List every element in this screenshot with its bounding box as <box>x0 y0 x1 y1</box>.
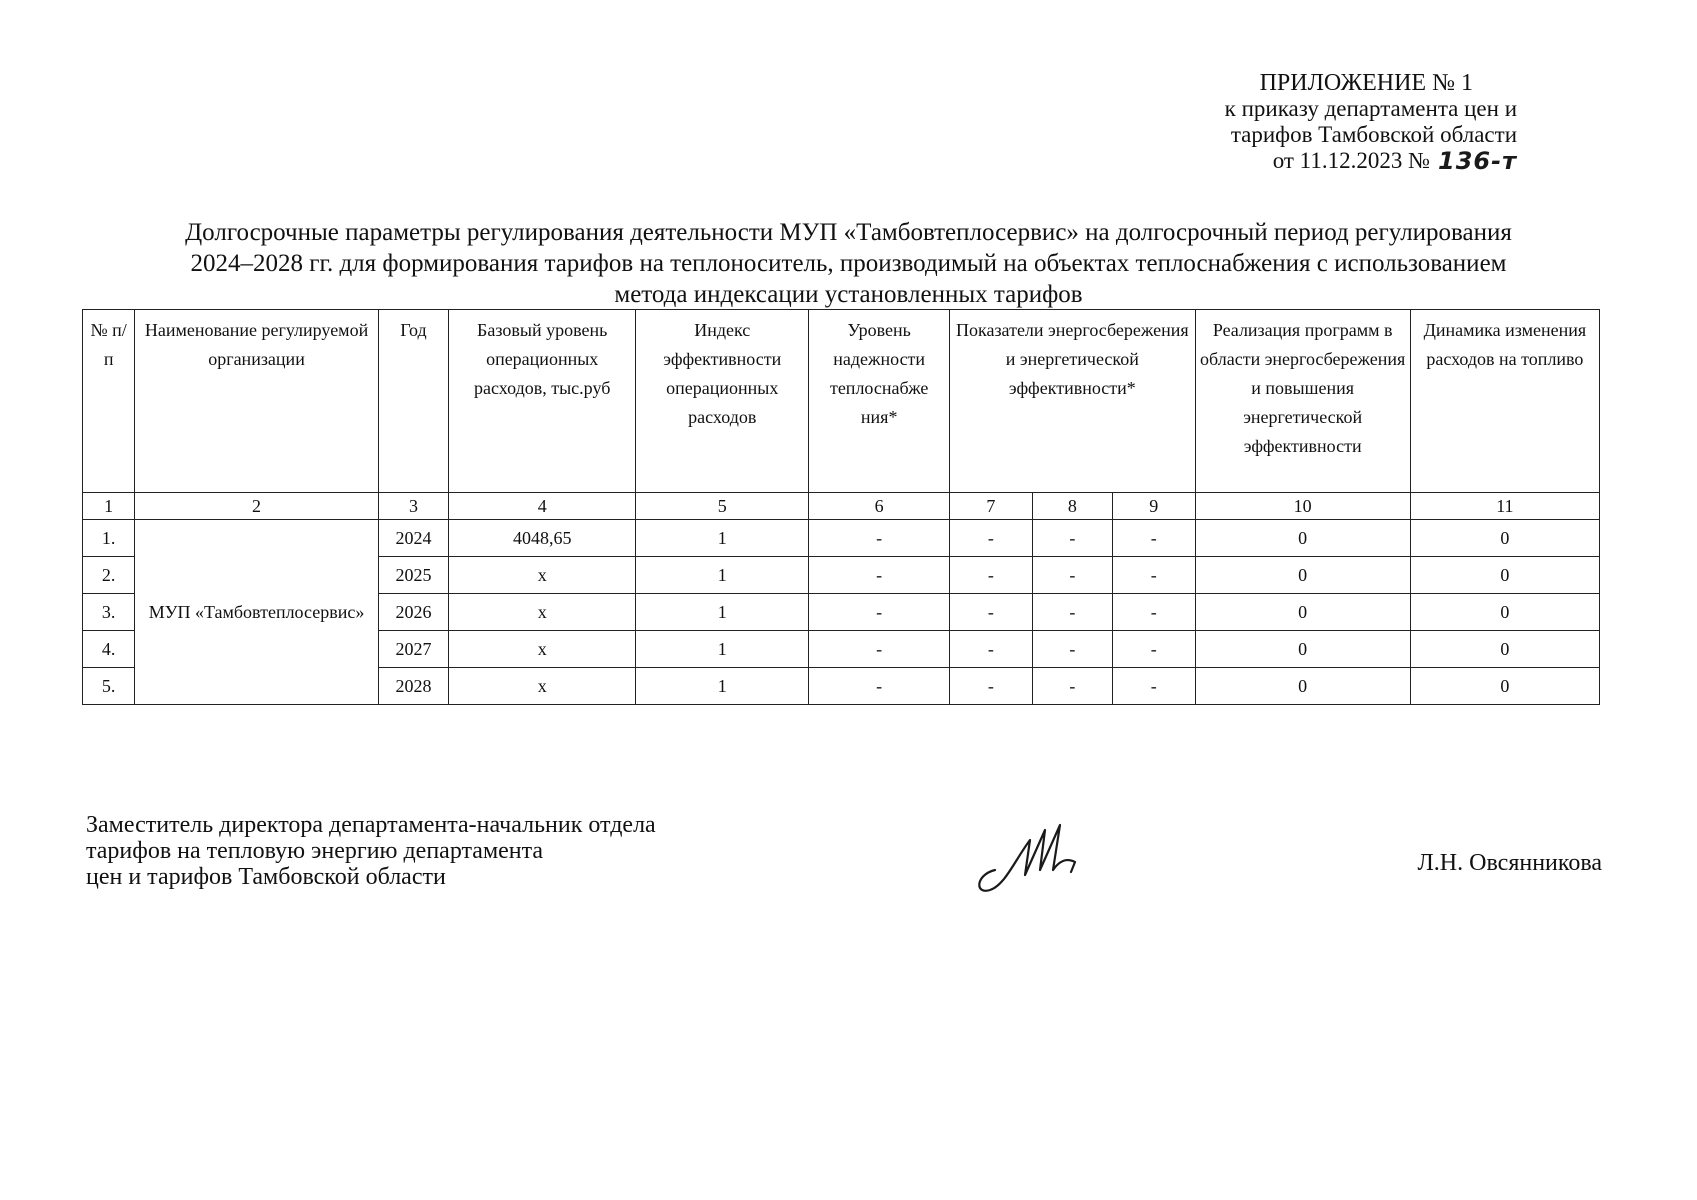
row-energy-7: - <box>950 594 1032 631</box>
column-number: 2 <box>135 493 378 520</box>
header-organization: Наименование регулируемой организации <box>135 310 378 493</box>
row-energy-7: - <box>950 668 1032 705</box>
row-number: 1. <box>83 520 135 557</box>
row-energy-9: - <box>1113 594 1195 631</box>
row-year: 2028 <box>378 668 448 705</box>
column-number-row <box>83 493 1600 520</box>
row-number: 2. <box>83 557 135 594</box>
appendix-date-line <box>1225 148 1517 174</box>
row-number: 5. <box>83 668 135 705</box>
row-base-level: 4048,65 <box>449 520 636 557</box>
row-energy-8: - <box>1032 631 1112 668</box>
row-energy-8: - <box>1032 557 1112 594</box>
column-number: 9 <box>1113 493 1195 520</box>
document-title-line-3: метода индексации установленных тарифов <box>614 281 1083 308</box>
header-number: № п/п <box>83 310 135 493</box>
column-number: 8 <box>1032 493 1112 520</box>
row-efficiency-index: 1 <box>636 520 809 557</box>
row-reliability: - <box>809 520 950 557</box>
row-year: 2026 <box>378 594 448 631</box>
row-fuel: 0 <box>1410 594 1599 631</box>
row-number: 4. <box>83 631 135 668</box>
row-base-level: x <box>449 557 636 594</box>
row-fuel: 0 <box>1410 520 1599 557</box>
row-base-level: x <box>449 594 636 631</box>
row-efficiency-index: 1 <box>636 557 809 594</box>
column-number: 10 <box>1195 493 1410 520</box>
organization-name: МУП «Тамбовтеплосервис» <box>135 520 378 705</box>
column-number: 11 <box>1410 493 1599 520</box>
row-efficiency-index: 1 <box>636 594 809 631</box>
column-number: 7 <box>950 493 1032 520</box>
row-base-level: x <box>449 631 636 668</box>
row-energy-9: - <box>1113 557 1195 594</box>
row-year: 2024 <box>378 520 448 557</box>
signatory-position <box>86 812 656 890</box>
row-energy-7: - <box>950 557 1032 594</box>
row-year: 2027 <box>378 631 448 668</box>
table-row <box>83 520 1600 557</box>
parameters-table <box>82 309 1600 705</box>
column-number: 1 <box>83 493 135 520</box>
appendix-date: от 11.12.2023 № <box>1272 148 1431 173</box>
appendix-header <box>1225 70 1517 174</box>
row-energy-8: - <box>1032 594 1112 631</box>
header-base-level: Базовый уровень операционных расходов, тыс.руб <box>449 310 636 493</box>
row-number: 3. <box>83 594 135 631</box>
row-fuel: 0 <box>1410 631 1599 668</box>
document-title-line-1: Долгосрочные параметры регулирования деятельности МУП «Тамбовтеплосервис» на долгосрочный период регулирования <box>185 219 1512 246</box>
row-efficiency-index: 1 <box>636 668 809 705</box>
row-energy-8: - <box>1032 668 1112 705</box>
row-base-level: x <box>449 668 636 705</box>
handwritten-signature <box>975 800 1095 895</box>
document-title-line-2: 2024–2028 гг. для формирования тарифов на теплоноситель, производимый на объектах теплоснабжения с использованием <box>190 250 1507 277</box>
header-reliability: Уровень надежности теплоснабже ния* <box>809 310 950 493</box>
appendix-title: ПРИЛОЖЕНИЕ № 1 <box>1259 70 1473 96</box>
row-programs: 0 <box>1195 520 1410 557</box>
row-energy-7: - <box>950 520 1032 557</box>
position-line-1: Заместитель директора департамента-начальник отдела <box>86 812 656 838</box>
signer-name: Л.Н. Овсянникова <box>1417 850 1602 876</box>
column-number: 5 <box>636 493 809 520</box>
position-line-3: цен и тарифов Тамбовской области <box>86 864 446 890</box>
row-reliability: - <box>809 557 950 594</box>
row-reliability: - <box>809 594 950 631</box>
row-reliability: - <box>809 668 950 705</box>
header-energy-indicators: Показатели энергосбережения и энергетической эффективности* <box>950 310 1195 493</box>
header-efficiency-index: Индекс эффективности операционных расходов <box>636 310 809 493</box>
row-programs: 0 <box>1195 557 1410 594</box>
row-energy-9: - <box>1113 631 1195 668</box>
row-fuel: 0 <box>1410 668 1599 705</box>
row-programs: 0 <box>1195 668 1410 705</box>
row-energy-9: - <box>1113 520 1195 557</box>
row-energy-7: - <box>950 631 1032 668</box>
document-title <box>82 217 1615 310</box>
row-reliability: - <box>809 631 950 668</box>
order-number: 136-т <box>1438 147 1517 175</box>
appendix-line-2: тарифов Тамбовской области <box>1230 122 1517 147</box>
row-fuel: 0 <box>1410 557 1599 594</box>
header-programs: Реализация программ в области энергосбережения и повышения энергетической эффективности <box>1195 310 1410 493</box>
row-energy-8: - <box>1032 520 1112 557</box>
appendix-line-1: к приказу департамента цен и <box>1224 96 1517 121</box>
row-programs: 0 <box>1195 594 1410 631</box>
position-line-2: тарифов на тепловую энергию департамента <box>86 838 544 864</box>
row-efficiency-index: 1 <box>636 631 809 668</box>
row-programs: 0 <box>1195 631 1410 668</box>
column-number: 3 <box>378 493 448 520</box>
row-year: 2025 <box>378 557 448 594</box>
column-number: 4 <box>449 493 636 520</box>
table-header-row <box>83 310 1600 493</box>
header-year: Год <box>378 310 448 493</box>
header-fuel-dynamics: Динамика изменения расходов на топливо <box>1410 310 1599 493</box>
column-number: 6 <box>809 493 950 520</box>
row-energy-9: - <box>1113 668 1195 705</box>
